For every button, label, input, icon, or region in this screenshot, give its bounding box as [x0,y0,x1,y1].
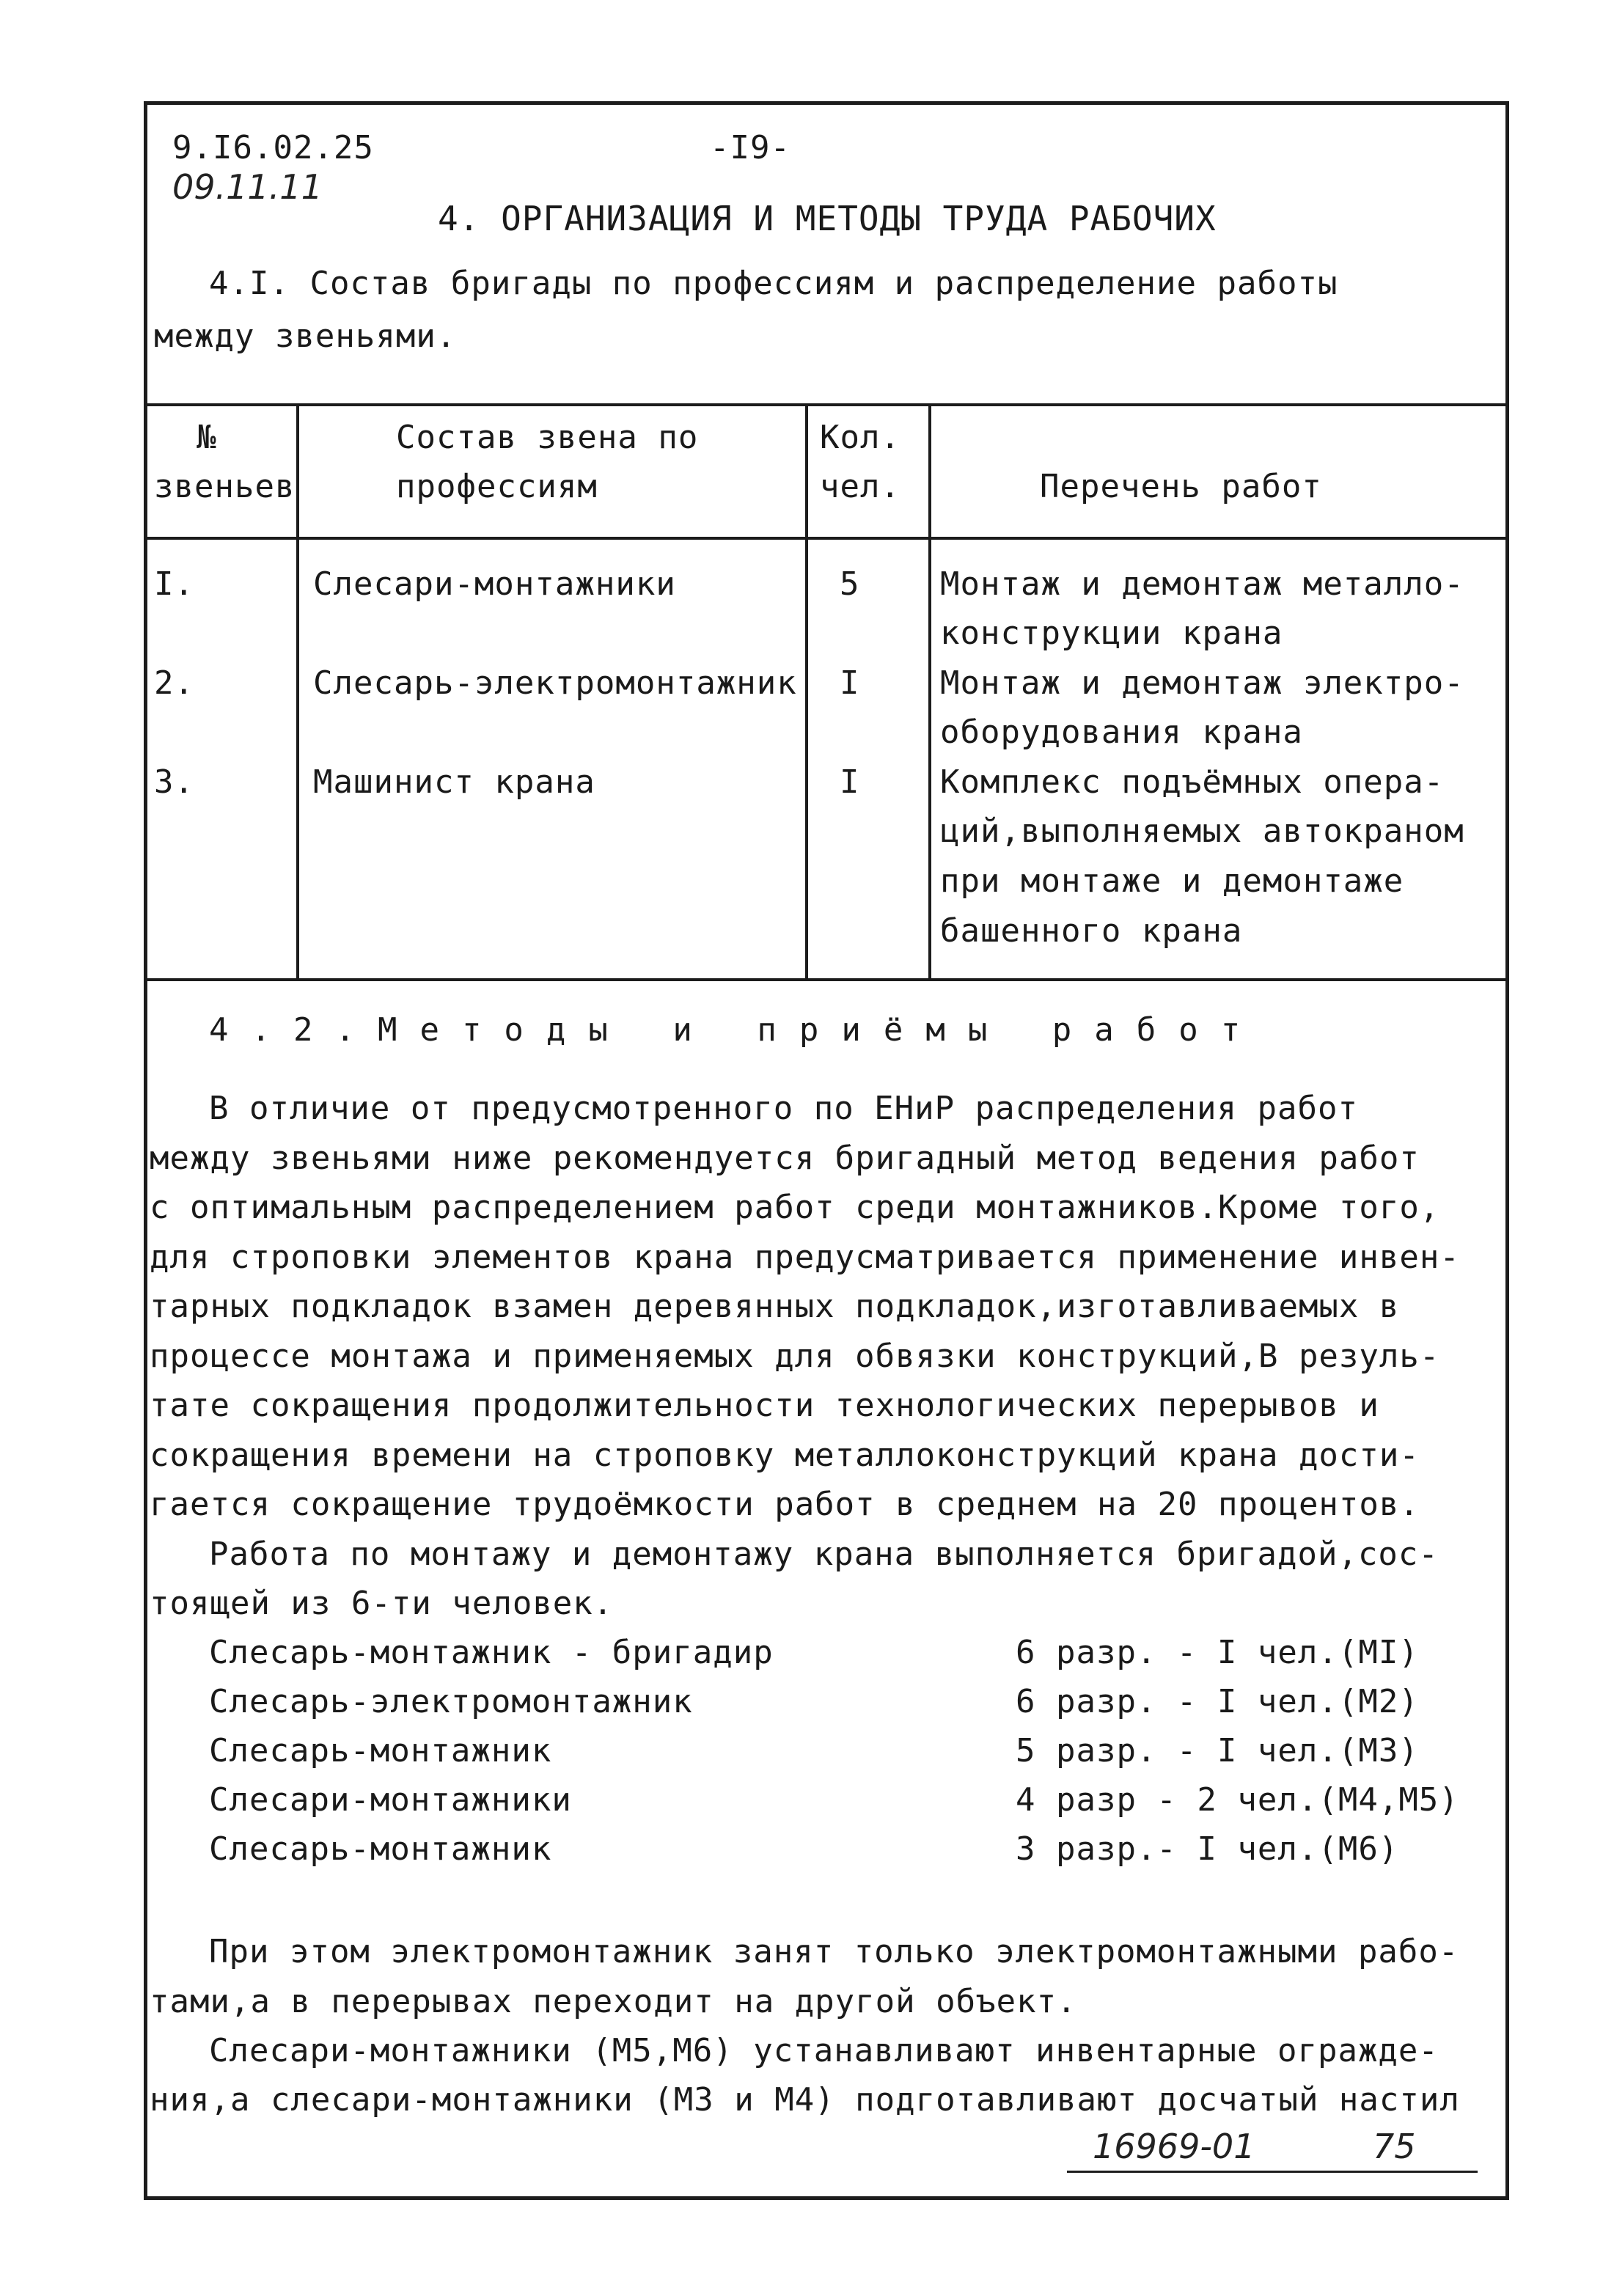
table-header-composition-line1: Состав звена по [396,419,699,456]
table-header-count-line1: Кол. [820,419,900,456]
crew-detail: 6 разр. - I чел.(МI) [1016,1634,1419,1671]
table-row-2-works-line1: Монтаж и демонтаж электро- [940,664,1464,702]
crew-detail: 4 разр - 2 чел.(М4,М5) [1016,1781,1459,1819]
paragraph-1-line: с оптимальным распределением работ среди монтажников.Кроме того, [150,1189,1440,1226]
table-row-3-num: 3. [154,763,194,801]
paragraph-3-line: При этом электромонтажник занят только электромонтажными рабо- [209,1933,1459,1970]
footer-handwritten-page: 75 [1373,2127,1416,2166]
table-row-1-works-line2: конструкции крана [940,615,1283,652]
crew-role: Слесари-монтажники [209,1781,572,1819]
table-header-works: Перечень работ [1040,468,1322,505]
table-row-2-num: 2. [154,664,194,702]
table-row-3-works-line4: башенного крана [940,912,1243,950]
paragraph-3-line: тами,а в перерывах переходит на другой объект. [150,1983,1077,2020]
crew-detail: 3 разр.- I чел.(М6) [1016,1830,1399,1868]
footer-handwritten-code: 16969-01 [1093,2127,1255,2166]
table-row-3-works-line2: ций,выполняемых автокраном [940,813,1464,850]
paragraph-1-line: для строповки элементов крана предусматривается применение инвен- [150,1239,1460,1276]
crew-detail: 5 разр. - I чел.(М3) [1016,1732,1419,1769]
table-row-3-works-line1: Комплекс подъёмных опера- [940,763,1445,801]
section-4-2-heading: 4.2.Методы и приёмы работ [209,1011,1263,1049]
footer-underline [1067,2171,1478,2173]
table-col-divider-2 [805,405,808,980]
paragraph-2-line: тоящей из 6-ти человек. [150,1585,614,1622]
paragraph-4-line: ния,а слесари-монтажники (М3 и М4) подготавливают досчатый настил [150,2081,1460,2119]
subsection-heading-line2: между звеньями. [154,318,457,355]
crew-detail: 6 разр. - I чел.(М2) [1016,1683,1419,1720]
doc-code: 9.I6.02.25 [172,129,374,166]
table-row-1-num: I. [154,565,194,603]
page-number: -I9- [710,129,791,166]
subsection-heading-line1: 4.I. Состав бригады по профессиям и распределение работы [209,265,1338,302]
paragraph-1-line: В отличие от предусмотренного по ЕНиР распределения работ [209,1090,1358,1127]
paragraph-1-line: тарных подкладок взамен деревянных подкладок,изготавливаемых в [150,1288,1400,1325]
table-row-2-count: I [840,664,860,702]
paragraph-1-line: между звеньями ниже рекомендуется бригадный метод ведения работ [150,1140,1420,1177]
table-row-1-works-line1: Монтаж и демонтаж металло- [940,565,1464,603]
paragraph-1-line: сокращения времени на строповку металлоконструкций крана дости- [150,1437,1420,1474]
paragraph-1-line: гается сокращение трудоёмкости работ в среднем на 20 процентов. [150,1486,1420,1523]
table-row-2-composition: Слесарь-электромонтажник [313,664,797,702]
crew-role: Слесарь-монтажник [209,1732,552,1769]
crew-role: Слесарь-монтажник - бригадир [209,1634,774,1671]
table-row-3-count: I [840,763,860,801]
table-header-composition-line2: профессиям [396,468,598,505]
rule-below-table-header [144,537,1505,540]
table-header-num-line1: № [197,419,217,456]
rule-below-intro [144,403,1505,406]
table-col-divider-3 [928,405,931,980]
paragraph-4-line: Слесари-монтажники (М5,М6) устанавливают инвентарные огражде- [209,2032,1439,2069]
table-header-num-line2: звеньев [154,468,296,505]
paragraph-1-line: тате сокращения продолжительности технологических перерывов и [150,1387,1379,1424]
table-row-3-composition: Машинист крана [313,763,595,801]
paragraph-2-line: Работа по монтажу и демонтажу крана выполняется бригадой,сос- [209,1536,1439,1573]
paragraph-1-line: процессе монтажа и применяемых для обвязки конструкций,В резуль- [150,1338,1440,1375]
table-row-1-composition: Слесари-монтажники [313,565,676,603]
table-col-divider-1 [296,405,299,980]
crew-role: Слесарь-электромонтажник [209,1683,693,1720]
handwritten-date: 09.11.11 [172,167,323,207]
crew-role: Слесарь-монтажник [209,1830,552,1868]
table-row-3-works-line3: при монтаже и демонтаже [940,862,1404,900]
section-title: 4. ОРГАНИЗАЦИЯ И МЕТОДЫ ТРУДА РАБОЧИХ [438,199,1217,238]
table-row-2-works-line2: оборудования крана [940,714,1303,751]
rule-below-table [144,978,1505,981]
table-row-1-count: 5 [840,565,860,603]
table-header-count-line2: чел. [820,468,900,505]
